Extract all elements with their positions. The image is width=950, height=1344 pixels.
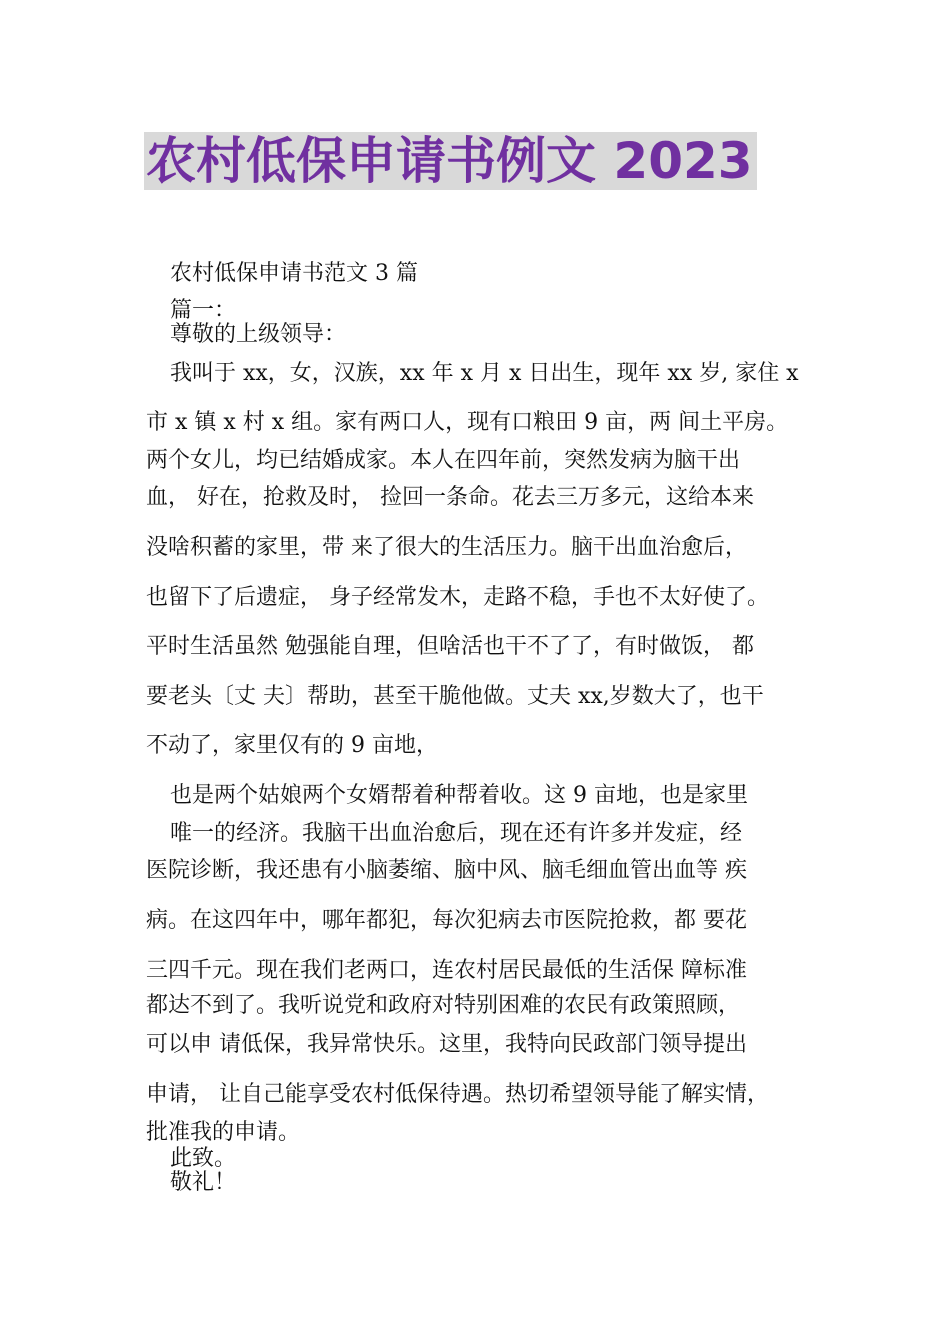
body-line: 唯一的经济。我脑干出血治愈后，现在还有许多并发症，经	[170, 821, 743, 846]
body-line: 病。在这四年中，哪年都犯，每次犯病去市医院抢救，都 要花	[146, 908, 747, 933]
body-line: 也留下了后遗症， 身子经常发木，走路不稳，手也不太好使了。	[146, 585, 769, 610]
body-line: 平时生活虽然 勉强能自理，但啥活也干不了了，有时做饭， 都	[146, 634, 754, 659]
subtitle-line: 农村低保申请书范文 3 篇	[170, 261, 418, 286]
salutation: 尊敬的上级领导：	[170, 322, 347, 347]
body-line: 三四千元。现在我们老两口，连农村居民最低的生活保 障标准	[146, 958, 747, 983]
body-line: 不动了，家里仅有的 9 亩地，	[146, 733, 438, 758]
body-line: 血， 好在，抢救及时， 捡回一条命。花去三万多元，这给本来	[146, 485, 754, 510]
title-highlight	[144, 132, 757, 190]
body-line: 可以申 请低保，我异常快乐。这里，我特向民政部门领导提出	[146, 1032, 747, 1057]
closing-line: 此致。	[170, 1146, 237, 1171]
body-line: 批准我的申请。	[146, 1120, 301, 1145]
body-line: 也是两个姑娘两个女婿帮着种帮着收。这 9 亩地，也是家里	[170, 783, 748, 808]
closing-regards: 敬礼！	[170, 1170, 237, 1195]
body-line: 要老头〔丈 夫〕帮助，甚至干脆他做。丈夫 xx,岁数大了，也干	[146, 684, 764, 709]
body-line: 都达不到了。我听说党和政府对特别困难的农民有政策照顾，	[146, 993, 741, 1018]
body-line: 市 x 镇 x 村 x 组。家有两口人，现有口粮田 9 亩，两 间土平房。	[146, 410, 789, 435]
section-heading: 篇一：	[170, 298, 237, 323]
body-line: 我叫于 xx，女，汉族，xx 年 x 月 x 日出生，现年 xx 岁, 家住 x	[170, 361, 799, 386]
body-line: 申请， 让自己能享受农村低保待遇。热切希望领导能了解实情，	[146, 1082, 769, 1107]
body-line: 没啥积蓄的家里，带 来了很大的生活压力。脑干出血治愈后，	[146, 535, 747, 560]
document-title: 农村低保申请书例文 2023	[146, 132, 753, 190]
body-line: 两个女儿，均已结婚成家。本人在四年前，突然发病为脑干出	[146, 448, 741, 473]
body-line: 医院诊断，我还患有小脑萎缩、脑中风、脑毛细血管出血等 疾	[146, 858, 747, 883]
